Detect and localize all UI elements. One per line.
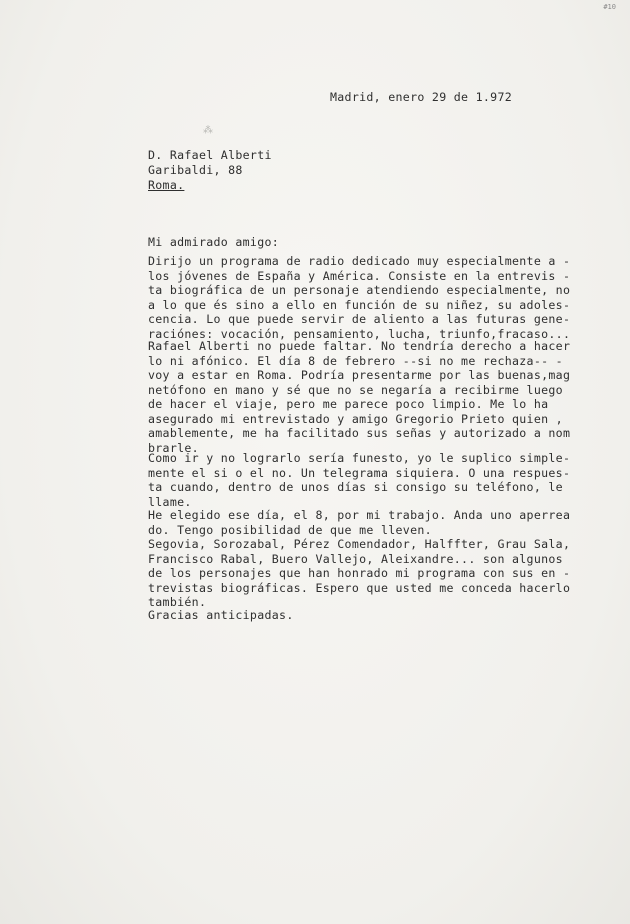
salutation: Mi admirado amigo:	[148, 235, 280, 249]
paragraph-line: los jóvenes de España y América. Consiste en la entrevis -	[148, 268, 571, 283]
page-corner-mark: #10	[603, 3, 616, 11]
paragraph-line: de los personajes que han honrado mi programa con sus en -	[148, 566, 571, 580]
paragraph-line: brarle.	[148, 440, 199, 455]
recipient-city: Roma.	[148, 178, 185, 192]
body-paragraph-1	[148, 254, 570, 341]
paragraph-line: mente el si o el no. Un telegrama siquiera. O una respues-	[148, 465, 571, 480]
closing-line: Gracias anticipadas.	[148, 608, 294, 622]
body-paragraph-3	[148, 451, 570, 509]
paragraph-line: He elegido ese día, el 8, por mi trabajo. Anda uno aperrea	[148, 508, 571, 522]
paragraph-line: ta cuando, dentro de unos días si consigo su teléfono, le	[148, 480, 563, 494]
body-paragraph-2	[148, 339, 570, 455]
paragraph-line: do. Tengo posibilidad de que me lleven.	[148, 522, 432, 537]
paragraph-line: Dirijo un programa de radio dedicado muy especialmente a -	[148, 254, 571, 268]
letter-date: Madrid, enero 29 de 1.972	[330, 90, 513, 104]
recipient-name: D. Rafael Alberti	[148, 148, 272, 162]
paragraph-line: netófono en mano y sé que no se negaría a recibirme luego	[148, 382, 563, 397]
recipient-street: Garibaldi, 88	[148, 163, 243, 177]
paragraph-line: trevistas biográficas. Espero que usted me conceda hacerlo	[148, 580, 571, 595]
paragraph-line: raciónes: vocación, pensamiento, lucha, triunfo,fracaso...	[148, 326, 571, 341]
paragraph-line: amablemente, me ha facilitado sus señas y autorizado a nom	[148, 426, 571, 440]
paragraph-line: ta biográfica de un personaje atendiendo especialmente, no	[148, 283, 571, 297]
paragraph-line: asegurado mi entrevistado y amigo Gregorio Prieto quien ,	[148, 411, 563, 426]
paragraph-line: voy a estar en Roma. Podría presentarme por las buenas,mag	[148, 368, 571, 382]
paragraph-line: Como ir y no lograrlo sería funesto, yo le suplico simple-	[148, 451, 571, 465]
paper-mark-icon: ⁂	[203, 125, 213, 136]
paragraph-line: lo ni afónico. El día 8 de febrero --si no me rechaza-- -	[148, 353, 563, 368]
paragraph-line: cencia. Lo que puede servir de aliento a las futuras gene-	[148, 312, 571, 326]
paragraph-line: a lo que és sino a ello en función de su niñez, su adoles-	[148, 297, 571, 312]
paragraph-line: también.	[148, 595, 207, 609]
paragraph-line: de hacer el viaje, pero me parece poco limpio. Me lo ha	[148, 397, 549, 411]
paragraph-line: Rafael Alberti no puede faltar. No tendría derecho a hacer	[148, 339, 571, 353]
body-paragraph-5	[148, 537, 570, 610]
paragraph-line: llame.	[148, 494, 192, 509]
body-paragraph-4	[148, 508, 570, 537]
paragraph-line: Francisco Rabal, Buero Vallejo, Aleixandre... son algunos	[148, 551, 563, 566]
paragraph-line: Segovia, Sorozabal, Pérez Comendador, Halffter, Grau Sala,	[148, 537, 571, 551]
